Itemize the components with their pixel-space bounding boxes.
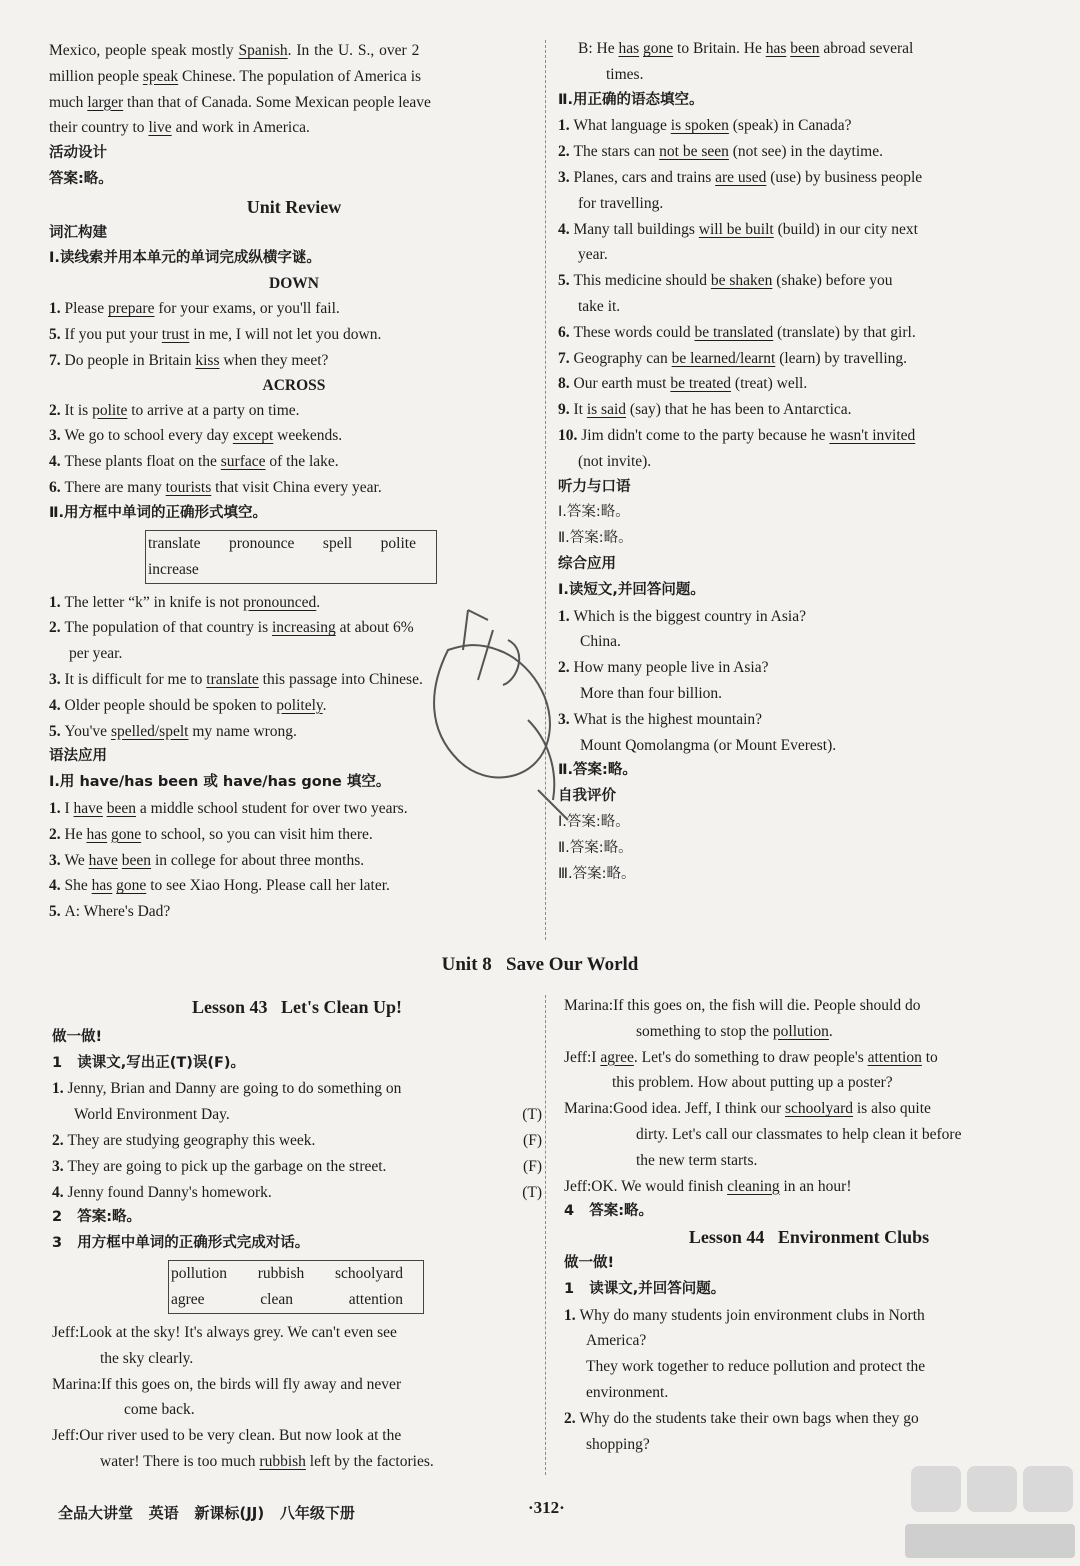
- speaker: Jeff:: [564, 1177, 592, 1195]
- across-item: [49, 423, 539, 449]
- question: [564, 1406, 1054, 1432]
- item-text: We go to school every day except weekends.: [64, 427, 343, 445]
- answer-text: pronounced: [243, 593, 317, 611]
- item-text: World Environment Day.: [74, 1106, 230, 1124]
- answer: They work together to reduce pollution and protect the: [586, 1358, 926, 1376]
- answer-text: been: [106, 799, 136, 817]
- item-text: These plants float on the surface of the lake.: [64, 453, 339, 471]
- question: [564, 1432, 1054, 1458]
- answer-text: wasn't invited: [829, 426, 916, 444]
- answer-text: gone: [111, 825, 142, 843]
- speaker: Marina:: [52, 1375, 102, 1393]
- item-text: The population of that country is increasing at about 6%: [64, 619, 414, 637]
- self-answers: [558, 810, 1048, 887]
- voice-item: [558, 268, 1048, 294]
- box-word: agree: [171, 1290, 205, 1308]
- item-text: There are many tourists that visit China every year.: [64, 478, 382, 496]
- item-number: 1.: [52, 1080, 68, 1098]
- question: [558, 655, 1048, 681]
- item-number: 5.: [49, 325, 65, 343]
- unit8-title: Unit 8 Save Our World: [441, 954, 639, 975]
- answer-text: gone: [643, 40, 674, 57]
- item-text: They are going to pick up the garbage on the street.: [67, 1157, 387, 1175]
- answer-text: has: [765, 40, 787, 57]
- item-text: Jenny found Danny's homework.: [67, 1183, 272, 1201]
- item-number: 2.: [49, 619, 65, 637]
- item-text-wrap: [74, 1102, 230, 1128]
- box-word: spell: [322, 534, 353, 552]
- down-item: [49, 322, 539, 348]
- item-number: 3.: [49, 851, 65, 869]
- dialogue-line: [52, 1423, 542, 1449]
- speech: Look at the sky! It's always grey. We can't even see: [79, 1323, 397, 1341]
- answer-text: surface: [220, 453, 266, 471]
- dialogue-line: the new term starts.: [636, 1151, 758, 1169]
- answer-line: Ⅰ.答案:略。: [558, 504, 630, 521]
- answer-text: pollution: [772, 1022, 829, 1040]
- grammar-item: [49, 899, 539, 925]
- item-number: 1.: [558, 117, 574, 135]
- answer-text: is said: [586, 401, 627, 419]
- answer-line: Ⅲ.答案:略。: [558, 865, 636, 882]
- intro-line: Mexico, people speak mostly Spanish. In the U. S., over 2: [49, 42, 420, 59]
- activity-heading: 活动设计: [49, 145, 107, 162]
- item-text: America?: [586, 1332, 647, 1350]
- dialogue-b-line: times.: [606, 65, 644, 83]
- tf-item: [52, 1076, 542, 1102]
- voice-item: [558, 423, 1048, 449]
- column-bottom-left: [52, 995, 542, 1475]
- across-item: [49, 398, 539, 424]
- voice-item: year.: [578, 246, 608, 264]
- item-number: 3.: [52, 1157, 68, 1175]
- comp-heading: 综合应用: [558, 555, 616, 572]
- dialogue-line: [52, 1372, 542, 1398]
- answer-text: been: [121, 851, 152, 869]
- fill-item: per year.: [69, 645, 123, 663]
- dialogue-line: [564, 1096, 1054, 1122]
- voice-item: (not invite).: [578, 452, 652, 470]
- vocab-task2: Ⅱ.用方框中单词的正确形式填空。: [49, 504, 268, 521]
- across-heading: ACROSS: [262, 376, 326, 394]
- listen-answers: [558, 500, 1048, 552]
- item-text: He has gone to school, so you can visit him there.: [64, 825, 373, 843]
- item-text: These words could be translated (translate) by that girl.: [573, 323, 916, 341]
- word-box-row: [148, 557, 434, 583]
- doit-heading: 做一做!: [564, 1254, 615, 1271]
- voice-item: [558, 371, 1048, 397]
- answer: Mount Qomolangma (or Mount Everest).: [580, 736, 837, 754]
- answer: More than four billion.: [580, 684, 723, 702]
- answer-text: spelled/spelt: [110, 722, 189, 740]
- task4-answer: 4 答案:略。: [564, 1203, 654, 1220]
- speaker: Jeff:: [52, 1323, 80, 1341]
- tf-item: [52, 1102, 542, 1128]
- down-list: [49, 296, 539, 373]
- item-number: 8.: [558, 375, 574, 393]
- listen-heading: 听力与口语: [558, 478, 631, 495]
- answer-text: larger: [87, 93, 124, 111]
- grammar-item: [49, 873, 539, 899]
- column-divider: [545, 995, 546, 1475]
- answer-text: increasing: [272, 619, 336, 637]
- handwritten-stamp-image: [408, 590, 578, 830]
- item-number: 4.: [52, 1183, 68, 1201]
- qa-list: [564, 1303, 1054, 1458]
- item-number: 6.: [558, 323, 574, 341]
- item-number: 10.: [558, 426, 582, 444]
- dialogue-line: come back.: [124, 1401, 195, 1419]
- tf-answer: (T): [522, 1106, 542, 1124]
- item-text: You've spelled/spelt my name wrong.: [64, 722, 297, 740]
- answer-text: will be built: [698, 220, 774, 238]
- answer-text: live: [148, 119, 172, 137]
- dialogue: [52, 1320, 542, 1475]
- speaker: Jeff:: [564, 1048, 592, 1066]
- dialogue-line: the sky clearly.: [100, 1349, 194, 1367]
- voice-item: [558, 397, 1048, 423]
- answer-text: has: [86, 825, 108, 843]
- item-number: 1.: [564, 1306, 580, 1324]
- item-text: She has gone to see Xiao Hong. Please call her later.: [64, 877, 390, 895]
- answer-text: have: [88, 851, 118, 869]
- dialogue-line: something to stop the pollution.: [636, 1022, 833, 1040]
- item-number: 7.: [49, 351, 65, 369]
- watermark-logo: [905, 1462, 1075, 1562]
- answer-text: kiss: [195, 351, 220, 369]
- item-number: 6.: [49, 478, 65, 496]
- tf-answer: (F): [523, 1131, 542, 1149]
- item-number: 4.: [49, 696, 65, 714]
- across-item: [49, 475, 539, 501]
- item-number: 2.: [49, 825, 65, 843]
- word-box: [145, 530, 437, 584]
- item-number: 4.: [49, 877, 65, 895]
- tf-answer: (F): [523, 1157, 542, 1175]
- page-number: ·312·: [528, 1498, 565, 1517]
- word-box: [168, 1260, 424, 1314]
- self-heading: 自我评价: [558, 788, 616, 805]
- item-text: Please prepare for your exams, or you'll fail.: [64, 300, 340, 318]
- answer-text: have: [73, 799, 103, 817]
- dialogue-line: dirty. Let's call our classmates to help clean it before: [636, 1125, 962, 1143]
- item-number: 2.: [49, 401, 65, 419]
- dialogue-line: [564, 993, 1054, 1019]
- question: [558, 604, 1048, 630]
- intro-line: their country to live and work in America.: [49, 119, 310, 137]
- grammar-heading: 语法应用: [49, 748, 107, 765]
- question: [564, 1303, 1054, 1329]
- speech: Good idea. Jeff, I think our schoolyard is also quite: [613, 1100, 931, 1118]
- intro-paragraph: [49, 38, 539, 141]
- item-number: 2.: [52, 1131, 68, 1149]
- answer-text: prepare: [107, 300, 155, 318]
- item-text: A: Where's Dad?: [64, 903, 171, 921]
- item-text: Older people should be spoken to politely.: [64, 696, 327, 714]
- lesson44-title: Lesson 44 Environment Clubs: [688, 1227, 930, 1248]
- answer-text: be learned/learnt: [671, 349, 776, 367]
- item-number: 3.: [49, 427, 65, 445]
- item-text: Planes, cars and trains are used (use) by business people: [573, 168, 923, 186]
- item-number: 3.: [558, 168, 574, 186]
- answer: China.: [580, 633, 621, 651]
- item-number: 2.: [558, 143, 574, 161]
- tf-answer: (T): [522, 1183, 542, 1201]
- voice-item: [558, 320, 1048, 346]
- tf-item: [52, 1154, 542, 1180]
- item-text: Geography can be learned/learnt (learn) by travelling.: [573, 349, 908, 367]
- speech: I agree. Let's do something to draw people's attention to: [591, 1048, 938, 1066]
- item-text: The stars can not be seen (not see) in the daytime.: [573, 143, 883, 161]
- item-text: Our earth must be treated (treat) well.: [573, 375, 808, 393]
- word-box-row: [148, 531, 434, 557]
- box-word: translate: [148, 534, 201, 552]
- box-word: pollution: [171, 1264, 227, 1282]
- voice-item: take it.: [578, 297, 621, 315]
- dialogue-line: water! There is too much rubbish left by the factories.: [100, 1452, 434, 1470]
- box-word: pronounce: [229, 534, 295, 552]
- qa-list: [558, 604, 1048, 759]
- item-text: Why do the students take their own bags when they go: [579, 1409, 919, 1427]
- box-word: schoolyard: [334, 1264, 403, 1282]
- item-text-wrap: [52, 1154, 386, 1180]
- question: [564, 1328, 1054, 1354]
- answer-text: politely: [276, 696, 323, 714]
- item-number: 9.: [558, 401, 574, 419]
- down-item: [49, 296, 539, 322]
- box-word: polite: [380, 534, 416, 552]
- item-text: I have been a middle school student for over two years.: [64, 799, 408, 817]
- item-number: 1.: [49, 593, 65, 611]
- answer-text: trust: [161, 325, 190, 343]
- speech: OK. We would finish cleaning in an hour!: [591, 1177, 852, 1195]
- answer-text: polite: [92, 401, 128, 419]
- item-number: 5.: [558, 272, 574, 290]
- item-number: 4.: [49, 453, 65, 471]
- question: [558, 707, 1048, 733]
- item-number: 1.: [49, 300, 65, 318]
- answer-text: translate: [206, 670, 259, 688]
- answer-text: has: [91, 877, 113, 895]
- item-text: It is polite to arrive at a party on time.: [64, 401, 300, 419]
- box-word: clean: [260, 1290, 293, 1308]
- across-list: [49, 398, 539, 501]
- answer-text: gone: [116, 877, 147, 895]
- speaker: Marina:: [564, 1100, 614, 1118]
- speech: If this goes on, the birds will fly away and never: [101, 1375, 402, 1393]
- vocab-task1: Ⅰ.读线索并用本单元的单词完成纵横字谜。: [49, 250, 321, 267]
- answer-text: be treated: [670, 375, 732, 393]
- answer-text: has: [618, 40, 640, 57]
- item-number: 5.: [49, 722, 65, 740]
- unit-review-title: Unit Review: [246, 196, 342, 217]
- item-text-wrap: [52, 1128, 315, 1154]
- answer: environment.: [586, 1383, 669, 1401]
- column-bottom-right: [564, 993, 1054, 1457]
- intro-line: much larger than that of Canada. Some Mexican people leave: [49, 93, 431, 111]
- item-number: 2.: [558, 659, 574, 677]
- voice-list: [558, 113, 1048, 474]
- task3: 3 用方框中单词的正确形式完成对话。: [52, 1235, 310, 1252]
- item-text: This medicine should be shaken (shake) before you: [573, 272, 893, 290]
- item-text-wrap: [52, 1180, 272, 1206]
- dialogue-line: [564, 1174, 1054, 1200]
- item-text: shopping?: [586, 1435, 650, 1453]
- item-number: 1.: [49, 799, 65, 817]
- answer-text: be shaken: [710, 272, 773, 290]
- dialogue-line: this problem. How about putting up a poster?: [612, 1074, 893, 1092]
- box-word: attention: [348, 1290, 403, 1308]
- voice-item: for travelling.: [578, 194, 664, 212]
- item-number: 4.: [558, 220, 574, 238]
- item-text: It is said (say) that he has been to Antarctica.: [573, 401, 852, 419]
- speaker: Marina:: [564, 997, 614, 1014]
- item-number: 2.: [564, 1409, 580, 1427]
- voice-task: Ⅱ.用正确的语态填空。: [558, 91, 704, 108]
- item-text: Which is the biggest country in Asia?: [573, 607, 806, 625]
- box-word: rubbish: [257, 1264, 305, 1282]
- answer-text: Spanish: [238, 42, 288, 59]
- voice-item: [558, 113, 1048, 139]
- footer-book-info: 全品大讲堂 英语 新课标(JJ) 八年级下册: [58, 1504, 355, 1522]
- item-text: We have been in college for about three months.: [64, 851, 365, 869]
- answer-text: agree: [600, 1048, 634, 1066]
- dialogue-b-line: B: He has gone to Britain. He has been abroad several: [578, 40, 914, 57]
- qa-task: 1 读课文,并回答问题。: [564, 1280, 726, 1297]
- answer-line: Ⅱ.答案:略。: [558, 839, 633, 856]
- answer-text: cleaning: [727, 1177, 780, 1195]
- item-text: Many tall buildings will be built (build) in our city next: [573, 220, 918, 238]
- item-number: 3.: [49, 670, 65, 688]
- comp-task1: Ⅰ.读短文,并回答问题。: [558, 581, 705, 598]
- lesson43-title: Lesson 43 Let's Clean Up!: [191, 997, 402, 1017]
- answer-text: attention: [867, 1048, 922, 1066]
- box-word: increase: [148, 560, 199, 578]
- item-text: If you put your trust in me, I will not let you down.: [64, 325, 382, 343]
- answer-text: are used: [715, 168, 767, 186]
- tf-item: [52, 1128, 542, 1154]
- dialogue-line: [564, 1045, 1054, 1071]
- item-text: How many people live in Asia?: [573, 659, 769, 677]
- item-text: What is the highest mountain?: [573, 710, 763, 728]
- item-text: Why do many students join environment clubs in North: [579, 1306, 925, 1324]
- voice-item: [558, 139, 1048, 165]
- speech: If this goes on, the fish will die. People should do: [613, 997, 921, 1014]
- word-box-row: [171, 1287, 421, 1313]
- speech: Our river used to be very clean. But now look at the: [79, 1427, 402, 1445]
- across-item: [49, 449, 539, 475]
- tf-list: [52, 1076, 542, 1205]
- voice-item: [558, 346, 1048, 372]
- item-number: 1.: [558, 607, 574, 625]
- column-top-right: [558, 36, 1048, 887]
- item-text: It is difficult for me to translate this passage into Chinese.: [64, 670, 423, 688]
- item-number: 7.: [558, 349, 574, 367]
- tf-task: 1 读课文,写出正(T)误(F)。: [52, 1054, 246, 1071]
- task2-answer: 2 答案:略。: [52, 1209, 142, 1226]
- grammar-item: [49, 848, 539, 874]
- activity-answer: 答案:略。: [49, 170, 113, 187]
- answer-text: except: [232, 427, 274, 445]
- voice-item: [558, 165, 1048, 191]
- answer-text: is spoken: [670, 117, 729, 135]
- voice-item: [558, 217, 1048, 243]
- tf-item: [52, 1180, 542, 1206]
- item-number: 3.: [558, 710, 574, 728]
- answer-text: rubbish: [259, 1452, 306, 1470]
- dialogue-line: [52, 1320, 542, 1346]
- doit-heading: 做一做!: [52, 1028, 103, 1045]
- grammar-task1: Ⅰ.用 have/has been 或 have/has gone 填空。: [49, 774, 391, 791]
- answer-text: not be seen: [659, 143, 729, 161]
- speaker: Jeff:: [52, 1427, 80, 1445]
- item-text: Jenny, Brian and Danny are going to do something on: [67, 1080, 402, 1098]
- item-text: What language is spoken (speak) in Canada?: [573, 117, 852, 135]
- answer-line: Ⅰ.答案:略。: [558, 813, 630, 830]
- item-text: Do people in Britain kiss when they meet?: [64, 351, 329, 369]
- answer-text: schoolyard: [784, 1100, 853, 1118]
- item-text: They are studying geography this week.: [67, 1131, 316, 1149]
- down-item: [49, 348, 539, 374]
- dialogue: [564, 993, 1054, 1199]
- answer-line: Ⅱ.答案:略。: [558, 530, 633, 547]
- word-box-row: [171, 1261, 421, 1287]
- comp-answer2: Ⅱ.答案:略。: [558, 762, 637, 779]
- answer-text: speak: [142, 67, 179, 85]
- intro-line: million people speak Chinese. The population of America is: [49, 67, 422, 85]
- down-heading: DOWN: [269, 275, 319, 293]
- item-number: 5.: [49, 903, 65, 921]
- vocab-heading: 词汇构建: [49, 224, 107, 241]
- item-text: Jim didn't come to the party because he wasn't invited: [581, 426, 916, 444]
- answer-text: be translated: [694, 323, 774, 341]
- answer-text: been: [790, 40, 820, 57]
- answer-text: tourists: [165, 478, 212, 496]
- item-text: The letter “k” in knife is not pronounced.: [64, 593, 321, 611]
